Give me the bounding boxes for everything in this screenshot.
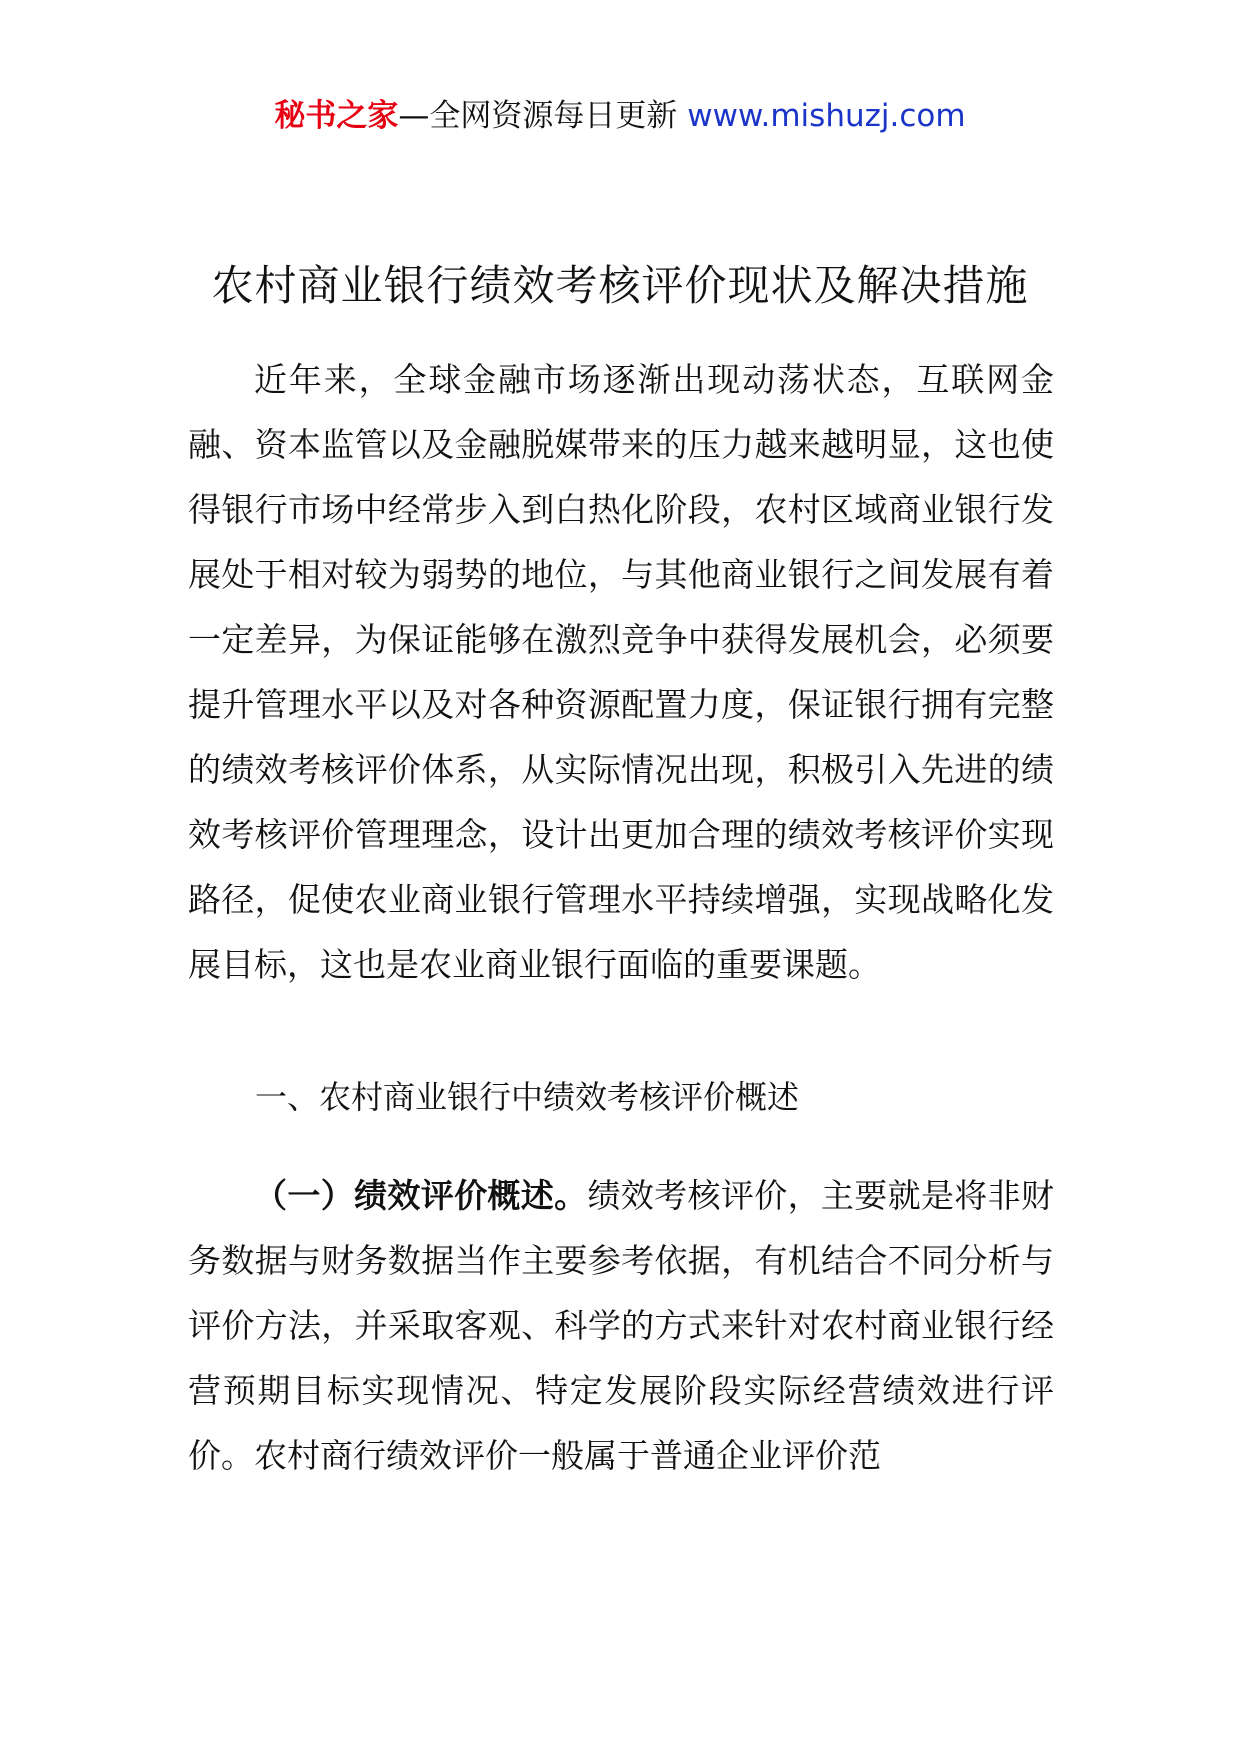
intro-paragraph: 近年来，全球金融市场逐渐出现动荡状态，互联网金融、资本监管以及金融脱媒带来的压力越来越明显，这也使得银行市场中经常步入到白热化阶段，农村区域商业银行发展处于相对较为弱势的地位，与其他商业银行之间发展有着一定差异，为保证能够在激烈竞争中获得发展机会，必须要提升管理水平以及对各种资源配置力度，保证银行拥有完整的绩效考核评价体系，从实际情况出现，积极引入先进的绩效考核评价管理理念，设计出更加合理的绩效考核评价实现路径，促使农业商业银行管理水平持续增强，实现战略化发展目标，这也是农业商业银行面临的重要课题。 — [188, 360, 1054, 984]
document-title: 农村商业银行绩效考核评价现状及解决措施 — [211, 261, 1029, 310]
site-url-link[interactable]: www.mishuzj.com — [687, 98, 966, 134]
subsection-text: 绩效考核评价，主要就是将非财务数据与财务数据当作主要参考依据，有机结合不同分析与评价方法，并采取客观、科学的方式来针对农村商业银行经营预期目标实现情况、特定发展阶段实际经营绩效进行评价。农村商行绩效评价一般属于普通企业评价范 — [188, 1176, 1055, 1475]
site-header-banner — [0, 96, 1240, 136]
site-slogan: —全网资源每日更新 — [398, 98, 678, 134]
subsection-lead: （一）绩效评价概述。 — [254, 1176, 588, 1215]
site-name: 秘书之家 — [274, 98, 399, 134]
section-heading: 一、农村商业银行中绩效考核评价概述 — [255, 1078, 800, 1116]
subsection-paragraph — [188, 1163, 1054, 1488]
